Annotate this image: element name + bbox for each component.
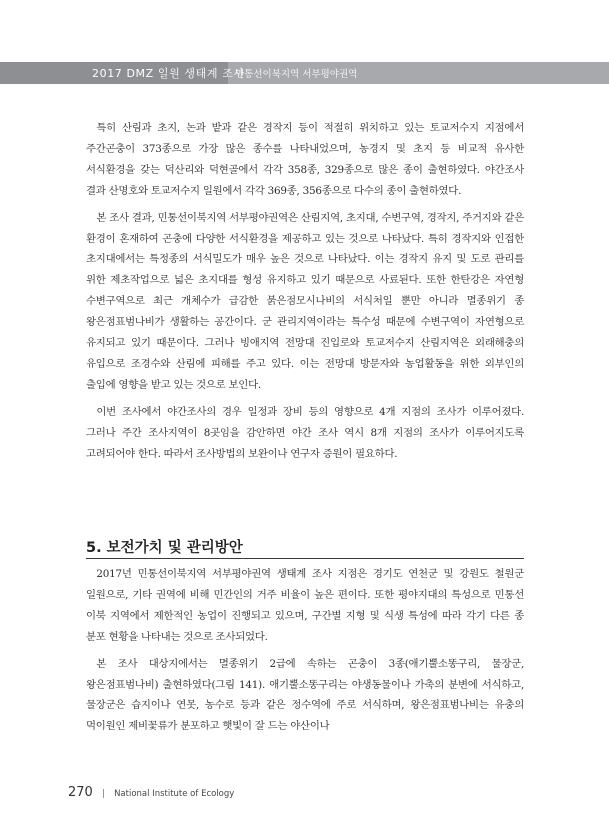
running-header-title: 2017 DMZ 일원 생태계 조사 bbox=[92, 67, 245, 80]
running-header-subtitle: 민통선이북지역 서부평야권역 bbox=[235, 69, 358, 80]
paragraph-1: 특히 산림과 초지, 논과 밭과 같은 경작지 등이 적절히 위치하고 있는 토교저수지 지점에서 주간곤충이 373종으로 가장 많은 종수를 나타내었으며, 농경지 및 초지 등 비교적 유사한 서식환경을 갖는 덕산리와 덕현골에서 각각 358종, 329종으로 많은 종이 출현하였다. 야간조사 결과 산명호와 토교저수지 일원에서 각각 369종, 356종으로 다수의 종이 출현하였다. bbox=[86, 122, 524, 197]
paragraph-2: 본 조사 결과, 민통선이북지역 서부평야권역은 산림지역, 초지대, 수변구역, 경작지, 주거지와 같은 환경이 혼재하여 곤충에 다양한 서식환경을 제공하고 있는 것으로 나타났다. 특히 경작지와 인접한 초지대에서는 특정종의 서식밀도가 매우 높은 것으로 나타났다. 이는 경작지 유지 및 도로 관리를 위한 제초작업으로 넓은 초지대를 형성 유지하고 있기 때문으로 사료된다. 또한 한탄강은 자연형 수변구역으로 최근 개체수가 급감한 붉은점모시나비의 서식처일 뿐만 아니라 멸종위기 종 왕은점표범나비가 생활하는 공간이다. 군 관리지역이라는 특수성 때문에 수변구역이 자연형으로 유지되고 있기 때문이다. 그러나 빙애지역 전망대 진입로와 토교저수지 산림지역은 외래해충의 유입으로 조경수와 산림에 피해를 주고 있다. 이는 전망대 방문자와 농업활동을 위한 외부인의 출입에 영향을 받고 있는 것으로 보인다. bbox=[86, 211, 524, 391]
page-number: 270 bbox=[68, 785, 93, 800]
footer-organization: National Institute of Ecology bbox=[114, 789, 235, 799]
page-footer bbox=[68, 781, 234, 800]
section-paragraph-2: 본 조사 대상지에서는 멸종위기 2급에 속하는 곤충이 3종(애기뿔소똥구리, 물장군, 왕은점표범나비) 출현하였다(그림 141). 애기뿔소똥구리는 야생동물이나 가축의 분변에 서식하고, 물장군은 습지이나 연못, 농수로 등과 같은 정수역에 주로 서식하며, 왕은점표범나비는 유충의 먹이원인 제비꽃류가 분포하고 햇빛이 잘 드는 야산이나 bbox=[86, 657, 524, 733]
running-header-title-block bbox=[0, 62, 245, 84]
body-text bbox=[86, 118, 524, 471]
running-header bbox=[0, 62, 609, 84]
section-heading-rule bbox=[86, 558, 524, 559]
section-heading: 5. 보전가치 및 관리방안 bbox=[86, 540, 243, 556]
footer-separator: | bbox=[101, 789, 105, 799]
paragraph-3: 이번 조사에서 야간조사의 경우 일정과 장비 등의 영향으로 4개 지점의 조사가 이루어졌다. 그러나 주간 조사지역이 8곳임을 감안하면 야간 조사 역시 8개 지점의 조사가 이루어지도록 고려되어야 한다. 따라서 조사방법의 보완이나 연구자 증원이 필요하다. bbox=[86, 405, 524, 460]
section-body-text bbox=[86, 564, 524, 743]
section-paragraph-1: 2017년 민통선이북지역 서부평야권역 생태계 조사 지점은 경기도 연천군 및 강원도 철원군 일원으로, 기타 권역에 비해 민간인의 거주 비율이 높은 편이다. 또한 평야지대의 특성으로 민통선 이북 지역에서 제한적인 농업이 진행되고 있으며, 구간별 지형 및 식생 특성에 따라 각기 다른 종 분포 현황을 나타내는 것으로 조사되었다. bbox=[86, 568, 524, 643]
